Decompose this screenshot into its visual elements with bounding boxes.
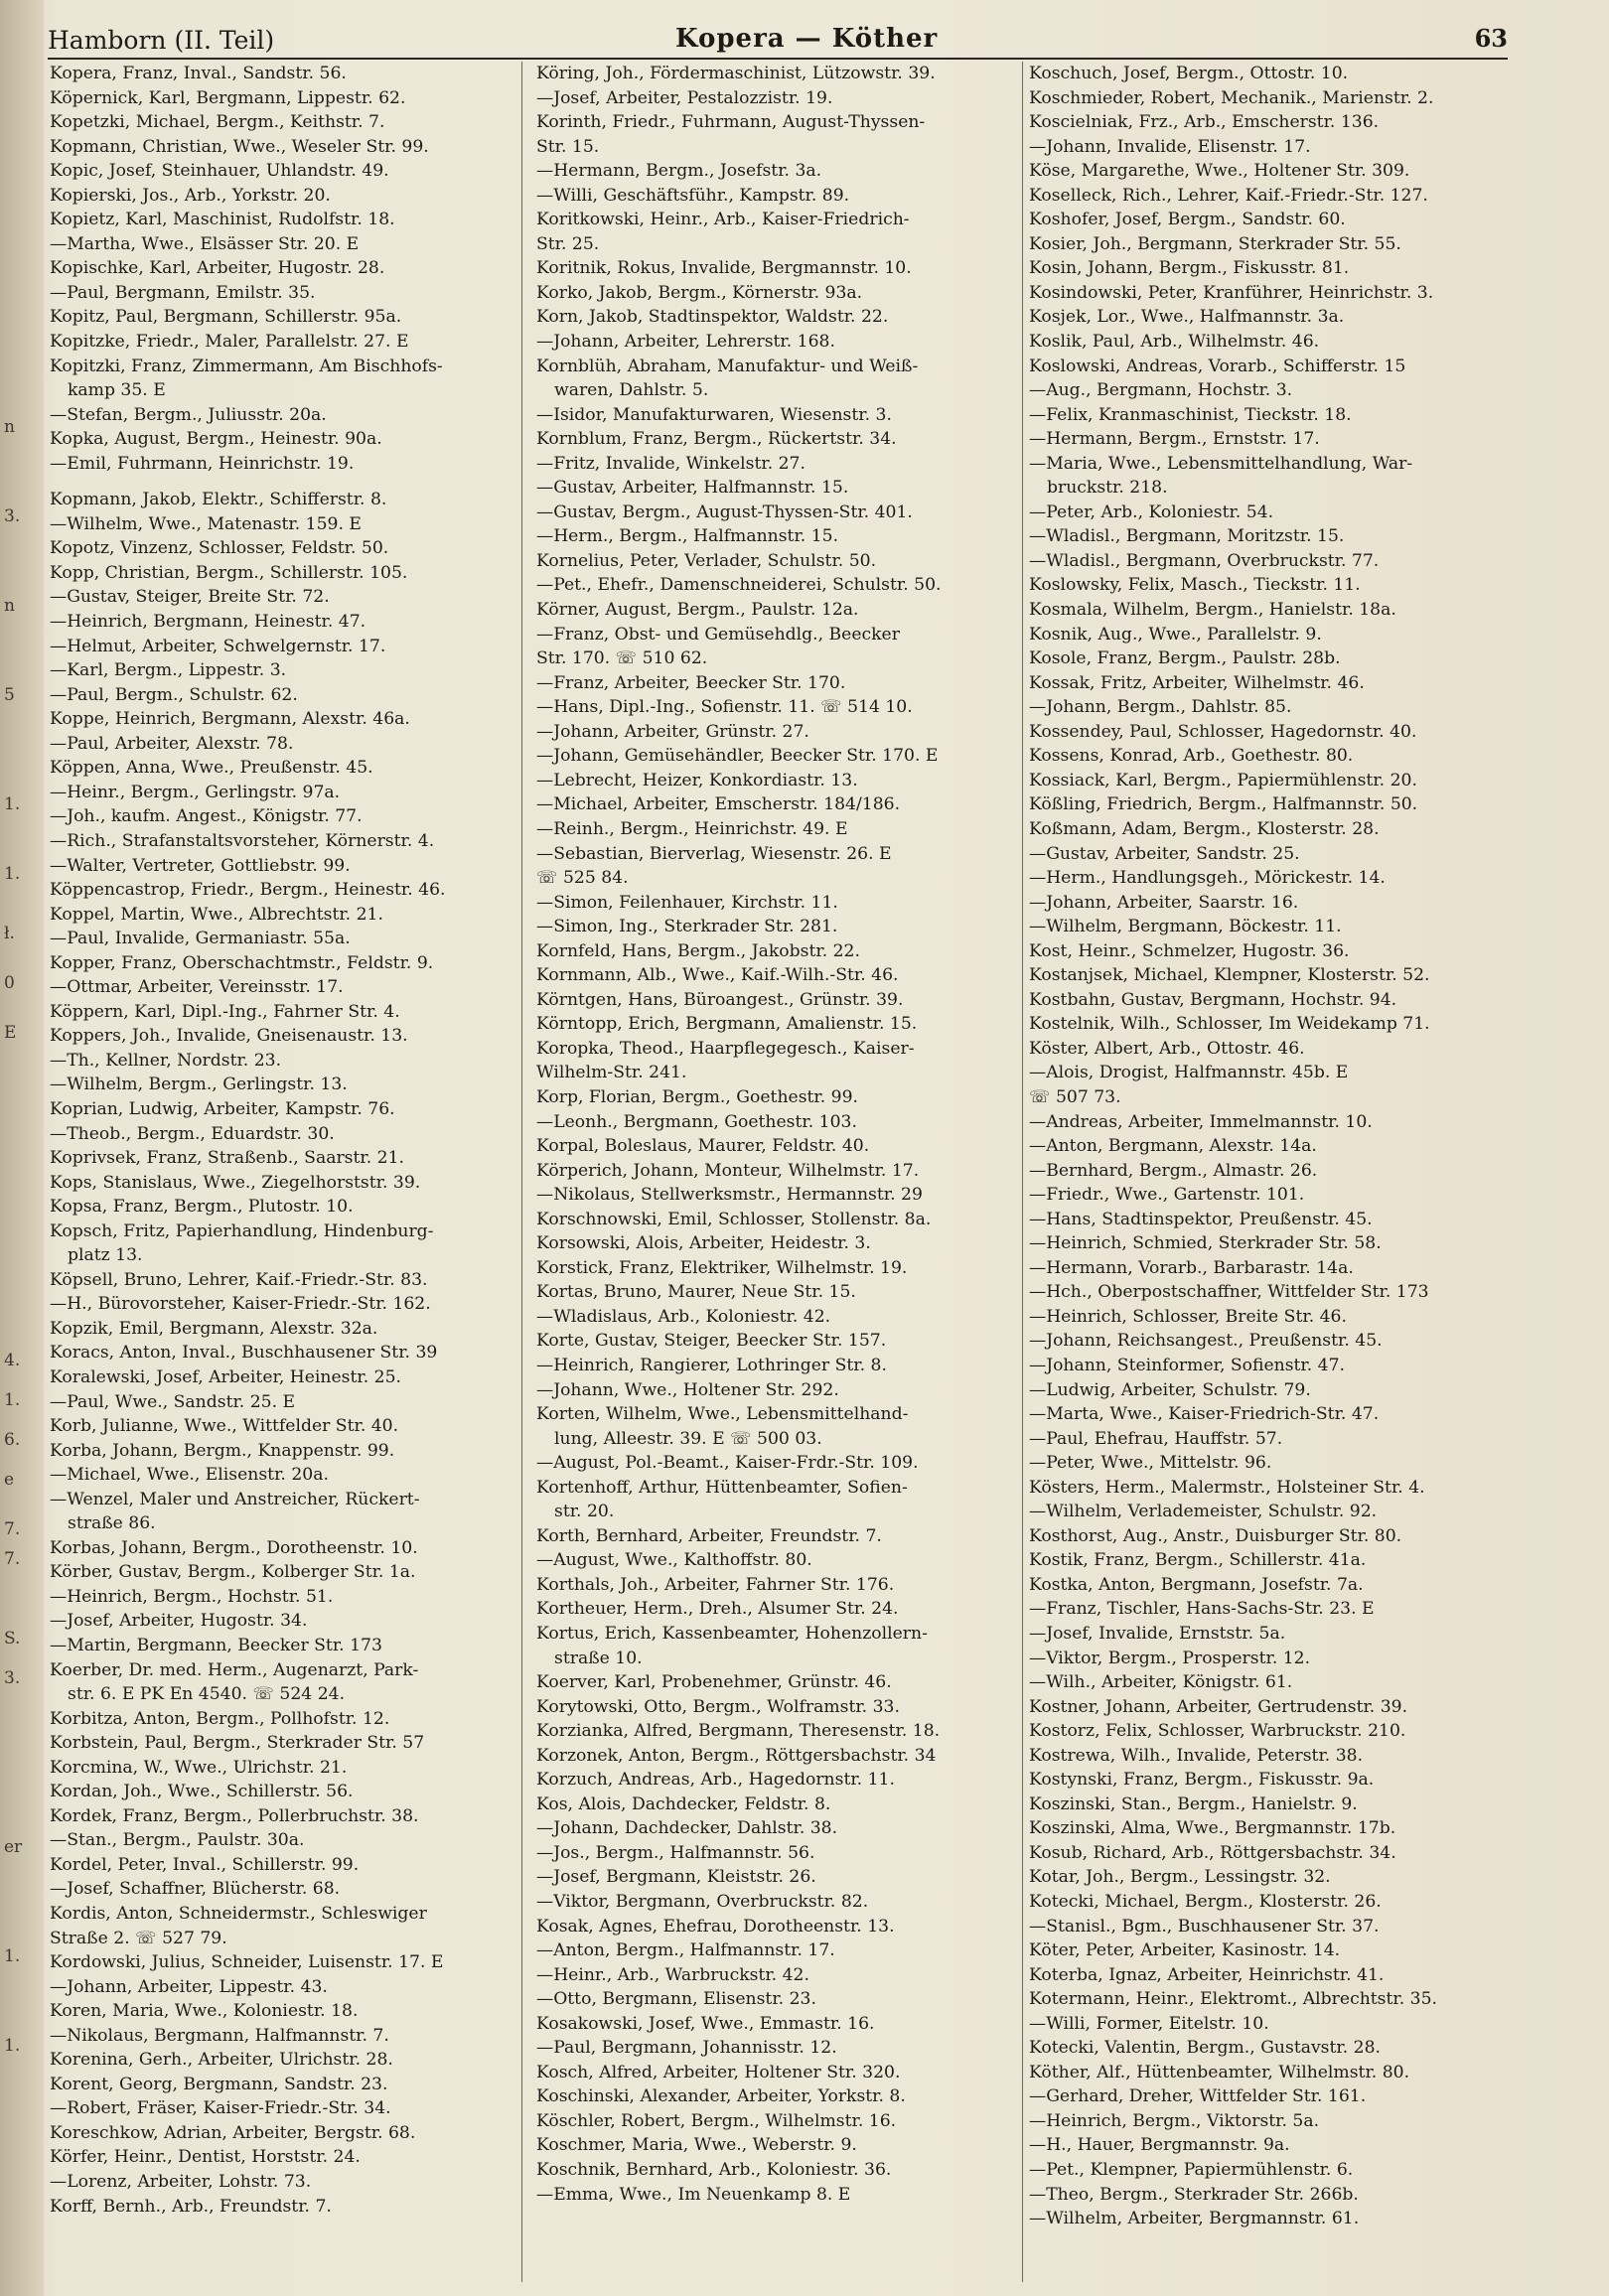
entry-gap: [50, 476, 509, 488]
directory-entry: Korzuch, Andreas, Arb., Hagedornstr. 11.: [536, 1770, 895, 1791]
directory-entry: —Felix, Kranmaschinist, Tieckstr. 18.: [1029, 404, 1352, 425]
directory-entry: —Helmut, Arbeiter, Schwelgernstr. 17.: [50, 636, 386, 656]
directory-entry-continuation: waren, Dahlstr. 5.: [554, 380, 709, 401]
directory-entry: Korb, Julianne, Wwe., Wittfelder Str. 40.: [50, 1416, 399, 1437]
directory-entry: Koslowski, Andreas, Vorarb., Schifferstr. 15: [1029, 356, 1406, 376]
directory-entry: —Heinrich, Rangierer, Lothringer Str. 8.: [536, 1355, 887, 1375]
directory-entry-continuation: lung, Alleestr. 39. E ☏ 500 03.: [554, 1428, 822, 1449]
directory-entry: —Stan., Bergm., Paulstr. 30a.: [50, 1830, 305, 1851]
directory-entry: Kopetzki, Michael, Bergm., Keithstr. 7.: [50, 112, 385, 133]
directory-entry: —Johann, Arbeiter, Grünstr. 27.: [536, 721, 809, 742]
directory-entry: Koszinski, Alma, Wwe., Bergmannstr. 17b.: [1029, 1818, 1396, 1839]
directory-entry: Kosch, Alfred, Arbeiter, Holtener Str. 320.: [536, 2062, 901, 2082]
directory-entry: Kostynski, Franz, Bergm., Fiskusstr. 9a.: [1029, 1770, 1375, 1791]
directory-entry: —Paul, Bergmann, Johannisstr. 12.: [536, 2038, 837, 2059]
directory-entry: Koralewski, Josef, Arbeiter, Heinestr. 25.: [50, 1366, 401, 1387]
directory-entry: —Otto, Bergmann, Elisenstr. 23.: [536, 1989, 816, 2010]
directory-entry: Kosier, Joh., Bergmann, Sterkrader Str. 55.: [1029, 233, 1401, 254]
directory-entry: —Gerhard, Dreher, Wittfelder Str. 161.: [1029, 2086, 1367, 2107]
directory-entry: Kosin, Johann, Bergm., Fiskusstr. 81.: [1029, 258, 1350, 279]
directory-entry: Kößling, Friedrich, Bergm., Halfmannstr. 50.: [1029, 794, 1418, 815]
directory-entry: Kosindowski, Peter, Kranführer, Heinrichstr. 3.: [1029, 282, 1434, 303]
directory-entry: —Paul, Bergm., Schulstr. 62.: [50, 684, 298, 705]
directory-entry: —Johann, Reichsangest., Preußenstr. 45.: [1029, 1331, 1383, 1352]
directory-entry: —Martha, Wwe., Elsässer Str. 20. E: [50, 233, 360, 254]
directory-entry: Koshofer, Josef, Bergm., Sandstr. 60.: [1029, 210, 1346, 230]
margin-fragment: 4.: [4, 1351, 21, 1370]
directory-entry: Kopmann, Christian, Wwe., Weseler Str. 99.: [50, 136, 429, 157]
directory-entry: —Jos., Bergm., Halfmannstr. 56.: [536, 1842, 815, 1863]
directory-entry: —Paul, Arbeiter, Alexstr. 78.: [50, 733, 294, 754]
directory-entry: —Fritz, Invalide, Winkelstr. 27.: [536, 453, 805, 474]
directory-entry: —Stefan, Bergm., Juliusstr. 20a.: [50, 404, 327, 425]
directory-entry: Kostelnik, Wilh., Schlosser, Im Weidekamp 71.: [1029, 1014, 1430, 1035]
directory-entry: Kornmann, Alb., Wwe., Kaif.-Wilh.-Str. 46.: [536, 965, 899, 986]
margin-fragment: n: [4, 417, 15, 437]
directory-entry: Koracs, Anton, Inval., Buschhausener Str. 39: [50, 1343, 438, 1363]
directory-entry: Körntgen, Hans, Büroangest., Grünstr. 39.: [536, 989, 904, 1010]
directory-entry: —Hans, Dipl.-Ing., Sofienstr. 11. ☏ 514 10.: [536, 697, 913, 718]
directory-entry: —Nikolaus, Stellwerksmstr., Hermannstr. 29: [536, 1185, 923, 1206]
directory-entry: Kostbahn, Gustav, Bergmann, Hochstr. 94.: [1029, 989, 1397, 1010]
directory-entry: Koscielniak, Frz., Arb., Emscherstr. 136.: [1029, 112, 1380, 133]
directory-entry: Kopka, August, Bergm., Heinestr. 90a.: [50, 429, 382, 450]
directory-entry: —Johann, Wwe., Holtener Str. 292.: [536, 1379, 839, 1400]
directory-entry: Korten, Wilhelm, Wwe., Lebensmittelhand-: [536, 1404, 909, 1425]
directory-entry: —Johann, Invalide, Elisenstr. 17.: [1029, 136, 1311, 157]
directory-entry: —Johann, Steinformer, Sofienstr. 47.: [1029, 1355, 1346, 1375]
directory-entry: —Gustav, Steiger, Breite Str. 72.: [50, 587, 330, 608]
directory-entry: Koppe, Heinrich, Bergmann, Alexstr. 46a.: [50, 709, 410, 730]
directory-entry: —Paul, Ehefrau, Hauffstr. 57.: [1029, 1428, 1283, 1449]
directory-entry: —Wladislaus, Arb., Koloniestr. 42.: [536, 1306, 831, 1327]
directory-entry: —Wenzel, Maler und Anstreicher, Rückert-: [50, 1489, 420, 1509]
directory-entry: Köster, Albert, Arb., Ottostr. 46.: [1029, 1038, 1305, 1059]
directory-entry: —Josef, Invalide, Ernststr. 5a.: [1029, 1624, 1286, 1644]
directory-entry: —H., Bürovorsteher, Kaiser-Friedr.-Str. 162.: [50, 1294, 431, 1315]
directory-entry: Koerver, Karl, Probenehmer, Grünstr. 46.: [536, 1672, 892, 1693]
directory-entry: Körntopp, Erich, Bergmann, Amalienstr. 15.: [536, 1014, 918, 1035]
directory-entry: Str. 15.: [536, 136, 600, 157]
directory-entry: —Gustav, Bergm., August-Thyssen-Str. 401.: [536, 502, 913, 522]
directory-entry: —Johann, Arbeiter, Saarstr. 16.: [1029, 892, 1299, 913]
directory-entry: Köppern, Karl, Dipl.-Ing., Fahrner Str. 4.: [50, 1001, 400, 1022]
directory-entry: Korth, Bernhard, Arbeiter, Freundstr. 7.: [536, 1525, 882, 1546]
directory-entry: —Johann, Dachdecker, Dahlstr. 38.: [536, 1818, 838, 1839]
directory-entry: Kordis, Anton, Schneidermstr., Schleswiger: [50, 1904, 427, 1925]
directory-entry: Korff, Bernh., Arb., Freundstr. 7.: [50, 2196, 332, 2217]
directory-entry: —Paul, Bergmann, Emilstr. 35.: [50, 282, 316, 303]
directory-entry: —Joh., kaufm. Angest., Königstr. 77.: [50, 806, 363, 827]
directory-entry: —Marta, Wwe., Kaiser-Friedrich-Str. 47.: [1029, 1404, 1380, 1425]
directory-entry: Köpernick, Karl, Bergmann, Lippestr. 62.: [50, 87, 406, 108]
directory-entry: Koppel, Martin, Wwe., Albrechtstr. 21.: [50, 904, 383, 925]
directory-entry: Kornblum, Franz, Bergm., Rückertstr. 34.: [536, 429, 897, 450]
directory-column-2: [536, 62, 1017, 2286]
directory-entry: —Theo, Bergm., Sterkrader Str. 266b.: [1029, 2184, 1359, 2205]
directory-column-1: [50, 62, 509, 2286]
directory-entry: Korn, Jakob, Stadtinspektor, Waldstr. 22.: [536, 307, 889, 328]
directory-entry: Korzonek, Anton, Bergm., Röttgersbachstr. 34: [536, 1745, 937, 1766]
directory-entry: Kosnik, Aug., Wwe., Parallelstr. 9.: [1029, 624, 1322, 645]
directory-entry-continuation: kamp 35. E: [68, 380, 166, 401]
directory-entry: Kosmala, Wilhelm, Bergm., Hanielstr. 18a.: [1029, 600, 1396, 621]
directory-entry: Korschnowski, Emil, Schlosser, Stollenstr. 8a.: [536, 1209, 932, 1229]
directory-entry: —Simon, Ing., Sterkrader Str. 281.: [536, 917, 838, 937]
directory-entry-continuation: straße 86.: [68, 1513, 156, 1534]
directory-entry: Korent, Georg, Bergmann, Sandstr. 23.: [50, 2074, 388, 2094]
directory-entry: —Stanisl., Bgm., Buschhausener Str. 37.: [1029, 1916, 1380, 1937]
directory-entry: —Josef, Arbeiter, Hugostr. 34.: [50, 1611, 308, 1632]
directory-entry: —Franz, Arbeiter, Beecker Str. 170.: [536, 672, 846, 693]
directory-entry: —Nikolaus, Bergmann, Halfmannstr. 7.: [50, 2025, 389, 2046]
margin-fragment: ł.: [4, 924, 15, 943]
directory-entry: Körner, August, Bergm., Paulstr. 12a.: [536, 600, 859, 621]
header-page-number: 63: [1474, 24, 1508, 53]
directory-entry: Kordel, Peter, Inval., Schillerstr. 99.: [50, 1854, 360, 1875]
directory-entry: —Peter, Wwe., Mittelstr. 96.: [1029, 1453, 1272, 1474]
directory-entry: Koritnik, Rokus, Invalide, Bergmannstr. 10.: [536, 258, 912, 279]
directory-entry: Körfer, Heinr., Dentist, Horststr. 24.: [50, 2147, 361, 2168]
directory-entry: —Hermann, Bergm., Ernststr. 17.: [1029, 429, 1320, 450]
directory-entry: —Herm., Handlungsgeh., Mörickestr. 14.: [1029, 868, 1386, 889]
directory-entry: —Ludwig, Arbeiter, Schulstr. 79.: [1029, 1379, 1311, 1400]
column-divider: [521, 62, 522, 2282]
directory-entry: Kortenhoff, Arthur, Hüttenbeamter, Sofien-: [536, 1477, 908, 1498]
directory-entry: Köppencastrop, Friedr., Bergm., Heinestr. 46.: [50, 880, 446, 901]
directory-entry: —Peter, Arb., Koloniestr. 54.: [1029, 502, 1274, 522]
directory-entry: Straße 2. ☏ 527 79.: [50, 1928, 227, 1948]
directory-entry: Korba, Johann, Bergm., Knappenstr. 99.: [50, 1440, 395, 1461]
directory-entry-continuation: str. 20.: [554, 1502, 615, 1522]
directory-entry: Kos, Alois, Dachdecker, Feldstr. 8.: [536, 1794, 831, 1814]
directory-entry: Kost, Heinr., Schmelzer, Hugostr. 36.: [1029, 940, 1350, 961]
directory-entry: Köse, Margarethe, Wwe., Holtener Str. 309.: [1029, 161, 1410, 182]
directory-entry: Kosole, Franz, Bergm., Paulstr. 28b.: [1029, 648, 1341, 669]
margin-fragment: S.: [4, 1629, 21, 1649]
directory-entry: Korsowski, Alois, Arbeiter, Heidestr. 3.: [536, 1233, 871, 1254]
directory-entry: ☏ 507 73.: [1029, 1086, 1121, 1107]
directory-entry: —Hermann, Bergm., Josefstr. 3a.: [536, 161, 822, 182]
directory-entry: —August, Wwe., Kalthoffstr. 80.: [536, 1550, 812, 1571]
column-divider: [1022, 62, 1023, 2282]
directory-entry: —Herm., Bergm., Halfmannstr. 15.: [536, 526, 839, 547]
directory-entry: Korko, Jakob, Bergm., Körnerstr. 93a.: [536, 282, 863, 303]
directory-entry: Kopitzke, Friedr., Maler, Parallelstr. 27. E: [50, 332, 409, 353]
directory-entry: —Heinrich, Bergmann, Heinestr. 47.: [50, 612, 366, 633]
directory-entry: Koschnik, Bernhard, Arb., Koloniestr. 36.: [536, 2160, 892, 2181]
directory-entry: Köschler, Robert, Bergm., Wilhelmstr. 16.: [536, 2110, 897, 2131]
directory-entry: —Robert, Fräser, Kaiser-Friedr.-Str. 34.: [50, 2098, 391, 2119]
directory-entry: —Anton, Bergm., Halfmannstr. 17.: [536, 1940, 835, 1961]
directory-entry: —Gustav, Arbeiter, Sandstr. 25.: [1029, 843, 1300, 864]
directory-entry: Koren, Maria, Wwe., Koloniestr. 18.: [50, 2001, 359, 2022]
directory-entry: Kostik, Franz, Bergm., Schillerstr. 41a.: [1029, 1550, 1367, 1571]
header-name-range: Kopera — Köther: [675, 24, 939, 54]
directory-entry: Kostrewa, Wilh., Invalide, Peterstr. 38.: [1029, 1745, 1364, 1766]
directory-entry: —Sebastian, Bierverlag, Wiesenstr. 26. E: [536, 843, 892, 864]
directory-entry: Kotermann, Heinr., Elektromt., Albrechtstr. 35.: [1029, 1989, 1437, 2010]
directory-entry: —Johann, Arbeiter, Lehrerstr. 168.: [536, 332, 835, 353]
directory-entry: —Bernhard, Bergm., Almastr. 26.: [1029, 1160, 1318, 1181]
directory-entry: Koschmer, Maria, Wwe., Weberstr. 9.: [536, 2135, 857, 2156]
directory-entry: —Michael, Wwe., Elisenstr. 20a.: [50, 1465, 329, 1486]
directory-entry: Kopic, Josef, Steinhauer, Uhlandstr. 49.: [50, 161, 389, 182]
directory-entry: —Rich., Strafanstaltsvorsteher, Körnerstr. 4.: [50, 830, 435, 851]
directory-entry: —Willi, Former, Eitelstr. 10.: [1029, 2013, 1269, 2034]
directory-entry: Kotecki, Valentin, Bergm., Gustavstr. 28.: [1029, 2038, 1381, 2059]
directory-entry: Korstick, Franz, Elektriker, Wilhelmstr. 19.: [536, 1257, 908, 1278]
directory-entry: —Friedr., Wwe., Gartenstr. 101.: [1029, 1185, 1305, 1206]
directory-entry: Kotecki, Michael, Bergm., Klosterstr. 26.: [1029, 1892, 1382, 1913]
directory-entry: Kopietz, Karl, Maschinist, Rudolfstr. 18.: [50, 210, 395, 230]
directory-entry: —Wladisl., Bergmann, Moritzstr. 15.: [1029, 526, 1345, 547]
directory-entry: —Heinrich, Bergm., Viktorstr. 5a.: [1029, 2110, 1320, 2131]
directory-entry: Kornblüh, Abraham, Manufaktur- und Weiß-: [536, 356, 919, 376]
directory-entry: Korcmina, W., Wwe., Ulrichstr. 21.: [50, 1757, 348, 1778]
directory-entry: Kostka, Anton, Bergmann, Josefstr. 7a.: [1029, 1574, 1364, 1595]
directory-entry: —Maria, Wwe., Lebensmittelhandlung, War-: [1029, 453, 1413, 474]
directory-entry-continuation: straße 10.: [554, 1648, 643, 1668]
directory-entry: Koselleck, Rich., Lehrer, Kaif.-Friedr.-Str. 127.: [1029, 185, 1428, 206]
directory-entry: Kornelius, Peter, Verlader, Schulstr. 50.: [536, 550, 877, 571]
margin-fragment: 3.: [4, 506, 21, 526]
directory-entry: Koropka, Theod., Haarpflegegesch., Kaiser-: [536, 1038, 915, 1059]
directory-entry: Kopp, Christian, Bergm., Schillerstr. 105.: [50, 562, 408, 583]
directory-entry: Korytowski, Otto, Bergm., Wolframstr. 33.: [536, 1696, 900, 1717]
directory-entry: Kordowski, Julius, Schneider, Luisenstr. 17. E: [50, 1952, 444, 1973]
margin-fragment: E: [4, 1023, 17, 1043]
directory-entry: —Emil, Fuhrmann, Heinrichstr. 19.: [50, 453, 355, 474]
directory-entry: —Andreas, Arbeiter, Immelmannstr. 10.: [1029, 1111, 1373, 1132]
directory-entry: —Franz, Tischler, Hans-Sachs-Str. 23. E: [1029, 1599, 1375, 1620]
directory-entry: —Karl, Bergm., Lippestr. 3.: [50, 660, 287, 681]
directory-entry: —Franz, Obst- und Gemüsehdlg., Beecker: [536, 624, 900, 645]
directory-entry: Kopzik, Emil, Bergmann, Alexstr. 32a.: [50, 1318, 378, 1339]
directory-entry: Kopotz, Vinzenz, Schlosser, Feldstr. 50.: [50, 538, 389, 559]
directory-entry: Kopmann, Jakob, Elektr., Schifferstr. 8.: [50, 490, 387, 510]
directory-entry: Kossendey, Paul, Schlosser, Hagedornstr. 40.: [1029, 721, 1417, 742]
directory-entry: Koßmann, Adam, Bergm., Klosterstr. 28.: [1029, 818, 1380, 839]
directory-entry: Korenina, Gerh., Arbeiter, Ulrichstr. 28.: [50, 2050, 393, 2071]
directory-entry: Koppers, Joh., Invalide, Gneisenaustr. 13.: [50, 1026, 408, 1047]
directory-entry: Korbstein, Paul, Bergm., Sterkrader Str. 57: [50, 1733, 425, 1754]
directory-entry: —Wilhelm, Arbeiter, Bergmannstr. 61.: [1029, 2209, 1360, 2229]
directory-entry: —Walter, Vertreter, Gottliebstr. 99.: [50, 855, 351, 876]
directory-entry: Kopierski, Jos., Arb., Yorkstr. 20.: [50, 185, 331, 206]
directory-entry: —Heinr., Bergm., Gerlingstr. 97a.: [50, 782, 341, 802]
directory-entry: Korp, Florian, Bergm., Goethestr. 99.: [536, 1086, 859, 1107]
directory-entry: —Lebrecht, Heizer, Konkordiastr. 13.: [536, 770, 858, 790]
margin-fragment: 1.: [4, 864, 21, 884]
directory-entry: Kops, Stanislaus, Wwe., Ziegelhorststr. 39.: [50, 1172, 421, 1193]
directory-entry: Köpsell, Bruno, Lehrer, Kaif.-Friedr.-Str. 83.: [50, 1269, 428, 1290]
directory-entry: Kossiack, Karl, Bergm., Papiermühlenstr. 20.: [1029, 770, 1417, 790]
directory-entry: —Johann, Arbeiter, Lippestr. 43.: [50, 1976, 328, 1997]
directory-entry: —Hch., Oberpostschaffner, Wittfelder Str. 173: [1029, 1282, 1429, 1303]
directory-entry: Koerber, Dr. med. Herm., Augenarzt, Park-: [50, 1659, 419, 1680]
directory-entry: —Johann, Bergm., Dahlstr. 85.: [1029, 697, 1292, 718]
directory-entry: —August, Pol.-Beamt., Kaiser-Frdr.-Str. 109.: [536, 1453, 919, 1474]
directory-entry: —Heinr., Arb., Warbruckstr. 42.: [536, 1964, 809, 1985]
directory-entry: Kosjek, Lor., Wwe., Halfmannstr. 3a.: [1029, 307, 1345, 328]
directory-entry: —Theob., Bergm., Eduardstr. 30.: [50, 1123, 335, 1144]
directory-entry: Kopischke, Karl, Arbeiter, Hugostr. 28.: [50, 258, 385, 279]
directory-entry: —Alois, Drogist, Halfmannstr. 45b. E: [1029, 1063, 1349, 1083]
directory-entry: —Viktor, Bergm., Prosperstr. 12.: [1029, 1648, 1311, 1668]
directory-entry: Köther, Alf., Hüttenbeamter, Wilhelmstr. 80.: [1029, 2062, 1410, 2082]
directory-entry: Korbitza, Anton, Bergm., Pollhofstr. 12.: [50, 1708, 390, 1729]
margin-fragment: 6.: [4, 1430, 21, 1450]
directory-entry: Koslowsky, Felix, Masch., Tieckstr. 11.: [1029, 575, 1361, 596]
margin-fragment: e: [4, 1470, 15, 1490]
directory-entry: Körber, Gustav, Bergm., Kolberger Str. 1a.: [50, 1562, 416, 1583]
directory-entry: Koprivsek, Franz, Straßenb., Saarstr. 21.: [50, 1148, 404, 1169]
directory-entry: Kornfeld, Hans, Bergm., Jakobstr. 22.: [536, 940, 860, 961]
directory-entry: Kopitz, Paul, Bergmann, Schillerstr. 95a.: [50, 307, 402, 328]
directory-entry: Kosthorst, Aug., Anstr., Duisburger Str. 80.: [1029, 1525, 1402, 1546]
directory-entry: —Wladisl., Bergmann, Overbruckstr. 77.: [1029, 550, 1380, 571]
directory-entry: —Wilhelm, Bergm., Gerlingstr. 13.: [50, 1075, 348, 1095]
margin-fragment: 1.: [4, 794, 21, 814]
directory-entry: Kosub, Richard, Arb., Röttgersbachstr. 34.: [1029, 1842, 1396, 1863]
directory-entry: Köter, Peter, Arbeiter, Kasinostr. 14.: [1029, 1940, 1341, 1961]
directory-entry: Korthals, Joh., Arbeiter, Fahrner Str. 176.: [536, 1574, 895, 1595]
directory-entry: —Anton, Bergmann, Alexstr. 14a.: [1029, 1136, 1317, 1157]
directory-column-3: [1029, 62, 1514, 2286]
directory-entry: Koreschkow, Adrian, Arbeiter, Bergstr. 68.: [50, 2122, 416, 2143]
directory-entry: Koschuch, Josef, Bergm., Ottostr. 10.: [1029, 64, 1349, 83]
directory-entry: Kosakowski, Josef, Wwe., Emmastr. 16.: [536, 2013, 875, 2034]
directory-entry: —Wilh., Arbeiter, Königstr. 61.: [1029, 1672, 1293, 1693]
directory-entry: Körperich, Johann, Monteur, Wilhelmstr. 17.: [536, 1160, 920, 1181]
directory-entry: Korbas, Johann, Bergm., Dorotheenstr. 10.: [50, 1537, 418, 1558]
directory-entry: —Wilhelm, Verlademeister, Schulstr. 92.: [1029, 1502, 1378, 1522]
directory-entry: —Heinrich, Schlosser, Breite Str. 46.: [1029, 1306, 1347, 1327]
directory-entry: —Josef, Bergmann, Kleiststr. 26.: [536, 1867, 816, 1888]
directory-entry: Koschinski, Alexander, Arbeiter, Yorkstr. 8.: [536, 2086, 906, 2107]
directory-entry: Köppen, Anna, Wwe., Preußenstr. 45.: [50, 758, 373, 779]
directory-entry: Kösters, Herm., Malermstr., Holsteiner Str. 4.: [1029, 1477, 1425, 1498]
directory-entry-continuation: bruckstr. 218.: [1047, 478, 1168, 499]
directory-entry: Str. 170. ☏ 510 62.: [536, 648, 708, 669]
directory-entry: —Wilhelm, Wwe., Matenastr. 159. E: [50, 513, 362, 534]
directory-entry: —Heinrich, Bergm., Hochstr. 51.: [50, 1586, 334, 1607]
directory-entry: Kordek, Franz, Bergm., Pollerbruchstr. 38.: [50, 1805, 419, 1826]
directory-entry: Kostanjsek, Michael, Klempner, Klosterstr. 52.: [1029, 965, 1430, 986]
directory-entry-continuation: str. 6. E PK En 4540. ☏ 524 24.: [68, 1684, 346, 1705]
directory-entry-continuation: platz 13.: [68, 1245, 143, 1266]
directory-entry: —Leonh., Bergmann, Goethestr. 103.: [536, 1111, 857, 1132]
directory-entry: Korte, Gustav, Steiger, Beecker Str. 157.: [536, 1331, 887, 1352]
directory-entry: Koritkowski, Heinr., Arb., Kaiser-Friedrich-: [536, 210, 910, 230]
directory-entry: Köring, Joh., Fördermaschinist, Lützowstr. 39.: [536, 64, 936, 83]
margin-fragment: 1.: [4, 1946, 21, 1966]
directory-entry: —Wilhelm, Bergmann, Böckestr. 11.: [1029, 917, 1342, 937]
directory-entry: —Hermann, Vorarb., Barbarastr. 14a.: [1029, 1257, 1354, 1278]
directory-entry: Kopsch, Fritz, Papierhandlung, Hindenburg-: [50, 1220, 434, 1241]
directory-entry: Str. 25.: [536, 233, 600, 254]
margin-fragment: n: [4, 596, 15, 616]
directory-entry: Korinth, Friedr., Fuhrmann, August-Thyssen-: [536, 112, 926, 133]
directory-entry: —Josef, Arbeiter, Pestalozzistr. 19.: [536, 87, 833, 108]
margin-fragment: 7.: [4, 1549, 21, 1569]
margin-fragment: 3.: [4, 1668, 21, 1688]
directory-entry: —H., Hauer, Bergmannstr. 9a.: [1029, 2135, 1290, 2156]
directory-entry: Kossak, Fritz, Arbeiter, Wilhelmstr. 46.: [1029, 672, 1365, 693]
directory-entry: Koszinski, Stan., Bergm., Hanielstr. 9.: [1029, 1794, 1358, 1814]
directory-entry: —Aug., Bergmann, Hochstr. 3.: [1029, 380, 1293, 401]
directory-entry: Kopitzki, Franz, Zimmermann, Am Bischhofs-: [50, 356, 443, 376]
directory-entry: Wilhelm-Str. 241.: [536, 1063, 687, 1083]
directory-entry: Koslik, Paul, Arb., Wilhelmstr. 46.: [1029, 332, 1320, 353]
directory-entry: —Pet., Ehefr., Damenschneiderei, Schulstr. 50.: [536, 575, 942, 596]
directory-entry: —Lorenz, Arbeiter, Lohstr. 73.: [50, 2172, 312, 2193]
directory-entry: —Reinh., Bergm., Heinrichstr. 49. E: [536, 818, 848, 839]
directory-entry: ☏ 525 84.: [536, 868, 629, 889]
directory-entry: Kostner, Johann, Arbeiter, Gertrudenstr. 39.: [1029, 1696, 1408, 1717]
directory-entry: —Johann, Gemüsehändler, Beecker Str. 170. E: [536, 746, 939, 767]
directory-entry: —Gustav, Arbeiter, Halfmannstr. 15.: [536, 478, 849, 499]
directory-entry: —Willi, Geschäftsführ., Kampstr. 89.: [536, 185, 850, 206]
directory-entry: —Michael, Arbeiter, Emscherstr. 184/186.: [536, 794, 901, 815]
directory-entry: Koterba, Ignaz, Arbeiter, Heinrichstr. 41.: [1029, 1964, 1385, 1985]
directory-entry: Kopper, Franz, Oberschachtmstr., Feldstr. 9.: [50, 952, 434, 973]
directory-entry: —Paul, Invalide, Germaniastr. 55a.: [50, 929, 351, 949]
margin-fragment: 7.: [4, 1519, 21, 1539]
directory-entry: Korpal, Boleslaus, Maurer, Feldstr. 40.: [536, 1136, 870, 1157]
directory-entry: Kotar, Joh., Bergm., Lessingstr. 32.: [1029, 1867, 1331, 1888]
directory-entry: —Hans, Stadtinspektor, Preußenstr. 45.: [1029, 1209, 1373, 1229]
directory-entry: Kordan, Joh., Wwe., Schillerstr. 56.: [50, 1782, 354, 1802]
margin-fragment: 1.: [4, 2036, 21, 2056]
directory-entry: —Heinrich, Schmied, Sterkrader Str. 58.: [1029, 1233, 1382, 1254]
directory-entry: —Emma, Wwe., Im Neuenkamp 8. E: [536, 2184, 851, 2205]
directory-entry: Koprian, Ludwig, Arbeiter, Kampstr. 76.: [50, 1098, 395, 1119]
directory-entry: —Simon, Feilenhauer, Kirchstr. 11.: [536, 892, 838, 913]
directory-entry: —Viktor, Bergmann, Overbruckstr. 82.: [536, 1892, 869, 1913]
margin-fragment: er: [4, 1837, 23, 1857]
directory-entry: Kortus, Erich, Kassenbeamter, Hohenzollern-: [536, 1624, 928, 1644]
directory-entry: Kopera, Franz, Inval., Sandstr. 56.: [50, 64, 347, 83]
directory-entry: —Ottmar, Arbeiter, Vereinsstr. 17.: [50, 977, 344, 998]
margin-fragment: 5: [4, 685, 15, 705]
directory-entry: —Paul, Wwe., Sandstr. 25. E: [50, 1391, 296, 1412]
page-header: [48, 24, 1508, 60]
directory-entry: Kortas, Bruno, Maurer, Neue Str. 15.: [536, 1282, 856, 1303]
directory-entry: Kortheuer, Herm., Dreh., Alsumer Str. 24.: [536, 1599, 899, 1620]
directory-entry: Koschmieder, Robert, Mechanik., Marienstr. 2.: [1029, 87, 1434, 108]
directory-entry: Kossens, Konrad, Arb., Goethestr. 80.: [1029, 746, 1354, 767]
header-section-title: Hamborn (II. Teil): [48, 26, 275, 55]
directory-entry: Korzianka, Alfred, Bergmann, Theresenstr. 18.: [536, 1721, 941, 1742]
directory-entry: —Th., Kellner, Nordstr. 23.: [50, 1050, 282, 1071]
directory-entry: —Josef, Schaffner, Blücherstr. 68.: [50, 1879, 341, 1900]
directory-entry: Kostorz, Felix, Schlosser, Warbruckstr. 210.: [1029, 1721, 1406, 1742]
directory-entry: —Isidor, Manufakturwaren, Wiesenstr. 3.: [536, 404, 892, 425]
directory-entry: Kosak, Agnes, Ehefrau, Dorotheenstr. 13.: [536, 1916, 895, 1937]
directory-entry: Kopsa, Franz, Bergm., Plutostr. 10.: [50, 1197, 354, 1218]
directory-entry: —Pet., Klempner, Papiermühlenstr. 6.: [1029, 2160, 1354, 2181]
directory-entry: —Martin, Bergmann, Beecker Str. 173: [50, 1636, 382, 1655]
margin-fragment: 1.: [4, 1390, 21, 1410]
margin-fragment: 0: [4, 973, 15, 993]
